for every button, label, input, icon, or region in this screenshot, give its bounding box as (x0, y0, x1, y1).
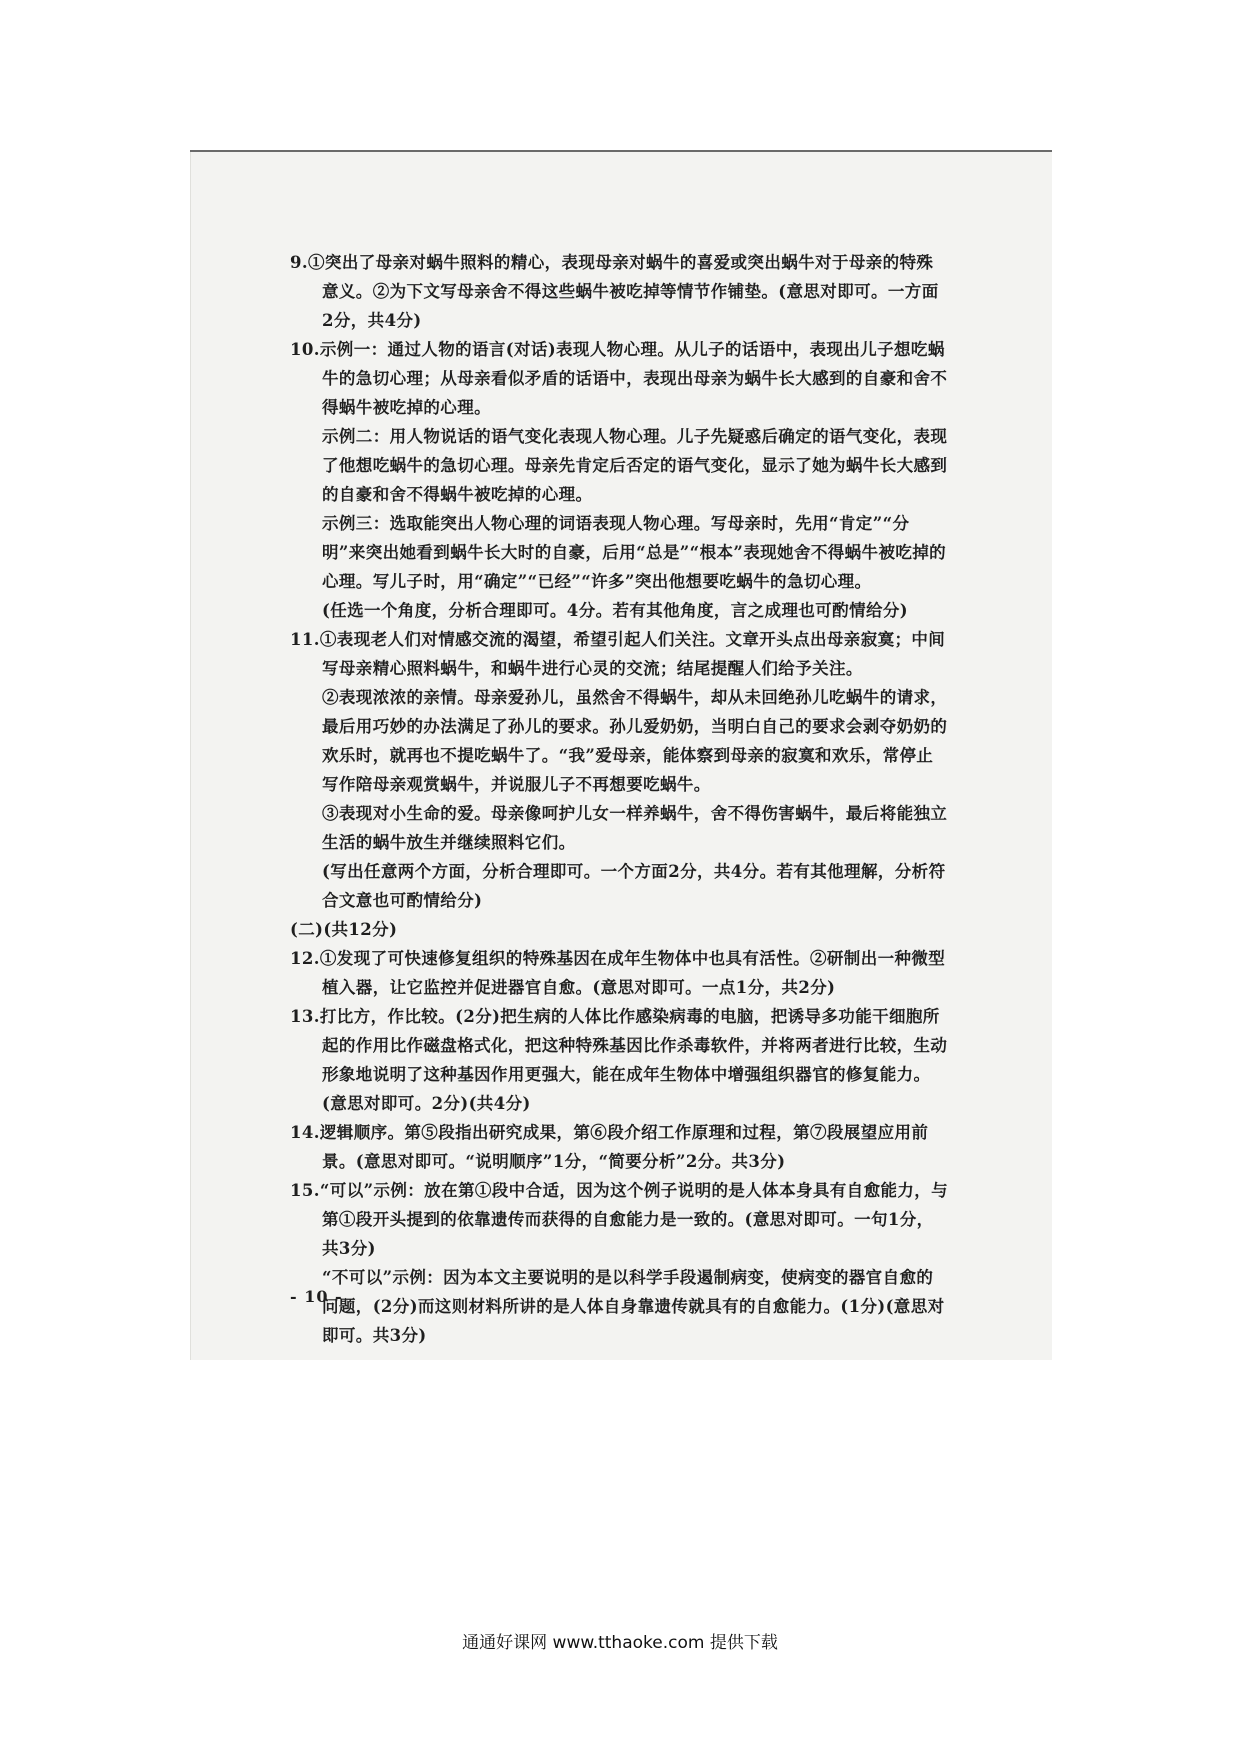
page-number: - 10 - (290, 1287, 343, 1306)
answer-item-9: 9.①突出了母亲对蜗牛照料的精心，表现母亲对蜗牛的喜爱或突出蜗牛对于母亲的特殊意义。②为下文写母亲舍不得这些蜗牛被吃掉等情节作铺垫。(意思对即可。一方面2分，共4分) (290, 253, 939, 330)
answer-10-example-2: 示例二：用人物说话的语气变化表现人物心理。儿子先疑惑后确定的语气变化，表现了他想吃蜗牛的急切心理。母亲先肯定后否定的语气变化，显示了她为蜗牛长大感到的自豪和舍不得蜗牛被吃掉的心理。 (322, 427, 948, 504)
answer-10-scoring-note: (任选一个角度，分析合理即可。4分。若有其他角度，言之成理也可酌情给分) (322, 601, 908, 620)
answer-11-point-2: ②表现浓浓的亲情。母亲爱孙儿，虽然舍不得蜗牛，却从未回绝孙儿吃蜗牛的请求，最后用巧妙的办法满足了孙儿的要求。孙儿爱奶奶，当明白自己的要求会剥夺奶奶的欢乐时，就再也不提吃蜗牛了。“我”爱母亲，能体察到母亲的寂寞和欢乐，常停止写作陪母亲观赏蜗牛，并说服儿子不再想要吃蜗牛。 (322, 688, 948, 794)
answer-10-example-3: 示例三：选取能突出人物心理的词语表现人物心理。写母亲时，先用“肯定”“分明”来突出她看到蜗牛长大时的自豪，后用“总是”“根本”表现她舍不得蜗牛被吃掉的心理。写儿子时，用“确定”“已经”“许多”突出他想要吃蜗牛的急切心理。 (322, 514, 947, 591)
section-heading-2: (二)(共12分) (290, 920, 398, 939)
scanned-page (190, 150, 1052, 1360)
page-edge (190, 152, 191, 1360)
answer-item-12: 12.①发现了可快速修复组织的特殊基因在成年生物体中也具有活性。②研制出一种微型植入器，让它监控并促进器官自愈。(意思对即可。一点1分，共2分) (290, 949, 946, 997)
footer-credit: 通通好课网 www.tthaoke.com 提供下载 (462, 1633, 778, 1653)
answer-item-15: 15.“可以”示例：放在第①段中合适，因为这个例子说明的是人体本身具有自愈能力，与第①段开头提到的依靠遗传而获得的自愈能力是一致的。(意思对即可。一句1分，共3分) (290, 1181, 949, 1258)
answer-item-10: 10.示例一：通过人物的语言(对话)表现人物心理。从儿子的话语中，表现出儿子想吃蜗牛的急切心理；从母亲看似矛盾的话语中，表现出母亲为蜗牛长大感到的自豪和舍不得蜗牛被吃掉的心理。 (290, 340, 948, 417)
answer-15-alternative: “不可以”示例：因为本文主要说明的是以科学手段遏制病变，使病变的器官自愈的问题，(2分)而这则材料所讲的是人体自身靠遗传就具有的自愈能力。(1分)(意思对即可。共3分) (322, 1268, 945, 1345)
answer-item-11: 11.①表现老人们对情感交流的渴望，希望引起人们关注。文章开头点出母亲寂寞；中间写母亲精心照料蜗牛，和蜗牛进行心灵的交流；结尾提醒人们给予关注。 (290, 630, 946, 678)
answer-content (290, 248, 950, 1350)
answer-11-scoring-note: (写出任意两个方面，分析合理即可。一个方面2分，共4分。若有其他理解，分析符合文意也可酌情给分) (322, 862, 946, 910)
answer-11-point-3: ③表现对小生命的爱。母亲像呵护儿女一样养蜗牛，舍不得伤害蜗牛，最后将能独立生活的蜗牛放生并继续照料它们。 (322, 804, 948, 852)
answer-item-13: 13.打比方，作比较。(2分)把生病的人体比作感染病毒的电脑，把诱导多功能干细胞所起的作用比作磁盘格式化，把这种特殊基因比作杀毒软件，并将两者进行比较，生动形象地说明了这种基因作用更强大，能在成年生物体中增强组织器官的修复能力。(意思对即可。2分)(共4分) (290, 1007, 948, 1113)
answer-item-14: 14.逻辑顺序。第⑤段指出研究成果，第⑥段介绍工作原理和过程，第⑦段展望应用前景。(意思对即可。“说明顺序”1分，“简要分析”2分。共3分) (290, 1123, 929, 1171)
